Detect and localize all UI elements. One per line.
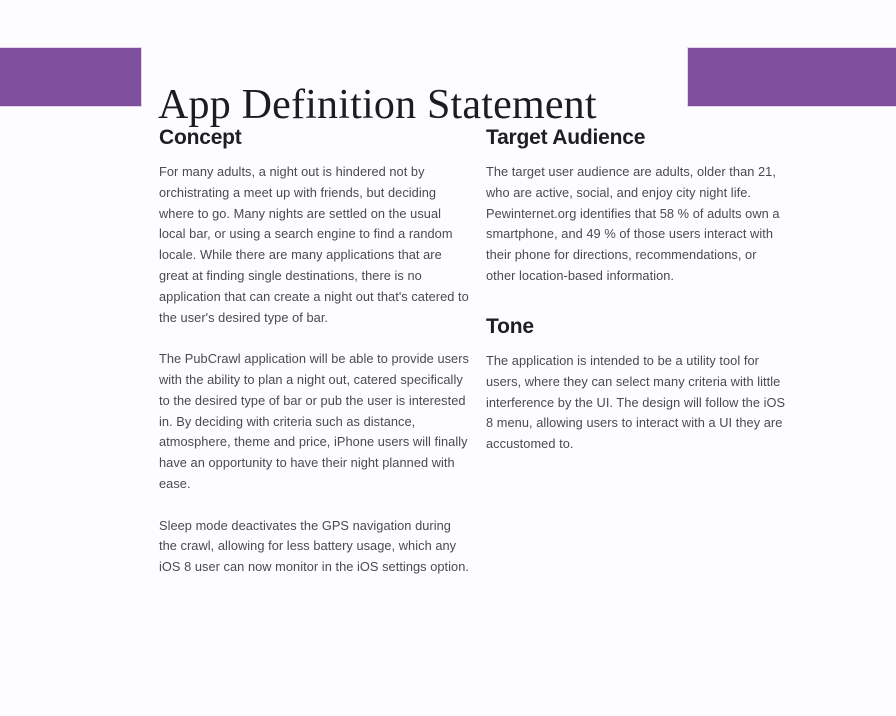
page-title: App Definition Statement	[158, 82, 597, 129]
paragraph: The application is intended to be a utility tool for users, where they can select many criteria with little interference by the UI. The design will follow the iOS 8 menu, allowing users to interact with a UI they are accustomed to.	[486, 352, 786, 452]
section-heading-concept: Concept	[159, 126, 242, 149]
header-accent-bar-left	[0, 48, 141, 106]
section-tone	[486, 315, 786, 455]
section-concept	[159, 126, 471, 578]
content-columns	[0, 126, 896, 716]
section-heading-tone: Tone	[486, 314, 534, 338]
section-target-audience	[486, 126, 786, 287]
paragraph: Sleep mode deactivates the GPS navigation during the crawl, allowing for less battery usage, which any iOS 8 user can now monitor in the iOS settings option.	[159, 517, 469, 575]
column-right	[486, 126, 786, 455]
document-header	[0, 0, 896, 129]
paragraph: For many adults, a night out is hindered not by orchistrating a meet up with friends, but deciding where to go. Many nights are settled on the usual local bar, or using a search engine to find a random locale. While there are many applications that are great at finding single destinations, there is no application that can create a night out that's catered to the user's desired type of bar.	[159, 164, 469, 325]
header-accent-bar-right	[688, 48, 896, 106]
column-left	[159, 126, 471, 578]
section-heading-target-audience: Target Audience	[486, 126, 646, 149]
paragraph: The PubCrawl application will be able to provide users with the ability to plan a night out, catered specifically to the desired type of bar or pub the user is interested in. By deciding with criteria such as distance, atmosphere, theme and price, iPhone users will finally have an opportunity to have their night planned with ease.	[159, 351, 469, 492]
paragraph: The target user audience are adults, older than 21, who are active, social, and enjoy city night life. Pewinternet.org identifies that 58 % of adults own a smartphone, and 49 % of those users interact with their phone for directions, recommendations, or other location-based information.	[486, 164, 780, 284]
